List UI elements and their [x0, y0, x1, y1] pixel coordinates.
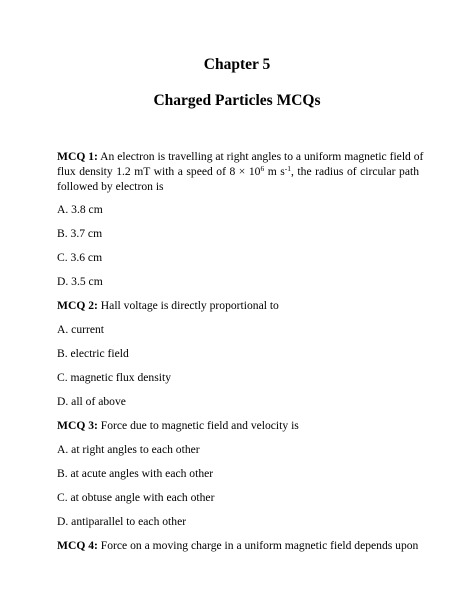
mcq2-option-b: B. electric field	[57, 347, 129, 360]
page-title: Charged Particles MCQs	[153, 92, 321, 109]
mcq2-text: Hall voltage is directly proportional to	[100, 299, 279, 312]
mcq3-option-d: D. antiparallel to each other	[57, 515, 187, 528]
mcq3-text: Force due to magnetic field and velocity is	[100, 419, 299, 432]
mcq3-label: MCQ 3:	[57, 419, 98, 432]
mcq1-exponent-2: -1	[284, 164, 292, 173]
mcq1-question-line1	[57, 149, 424, 164]
mcq1-option-c: C. 3.6 cm	[57, 251, 103, 264]
mcq4-text: Force on a moving charge in a uniform magnetic field depends upon	[100, 539, 419, 552]
mcq3-option-c: C. at obtuse angle with each other	[57, 491, 215, 504]
mcq3-option-b: B. at acute angles with each other	[57, 467, 214, 480]
mcq1-question-line2	[57, 164, 419, 179]
mcq1-text-line2-mid: m s	[264, 165, 285, 178]
mcq1-exponent-1: 6	[260, 164, 265, 173]
mcq1-text-line1: An electron is travelling at right angles to a uniform magnetic field of	[100, 150, 424, 163]
mcq2-question	[57, 298, 419, 313]
mcq2-option-c: C. magnetic flux density	[57, 371, 171, 384]
mcq2-option-d: D. all of above	[57, 395, 126, 408]
mcq1-question-line3: followed by electron is	[57, 180, 164, 193]
mcq2-option-a: A. current	[57, 323, 104, 336]
mcq3-option-a: A. at right angles to each other	[57, 443, 200, 456]
mcq1-label: MCQ 1:	[57, 150, 98, 163]
mcq2-label: MCQ 2:	[57, 299, 98, 312]
mcq3-question	[57, 418, 419, 433]
mcq1-option-d: D. 3.5 cm	[57, 275, 103, 288]
mcq4-question	[57, 538, 419, 553]
chapter-heading: Chapter 5	[203, 56, 271, 73]
mcq1-option-a: A. 3.8 cm	[57, 203, 103, 216]
mcq1-text-line2-post: , the radius of circular path	[291, 165, 420, 178]
mcq1-option-b: B. 3.7 cm	[57, 227, 103, 240]
mcq4-label: MCQ 4:	[57, 539, 98, 552]
mcq1-text-line2-pre: flux density 1.2 mT with a speed of 8 × 10	[57, 165, 261, 178]
